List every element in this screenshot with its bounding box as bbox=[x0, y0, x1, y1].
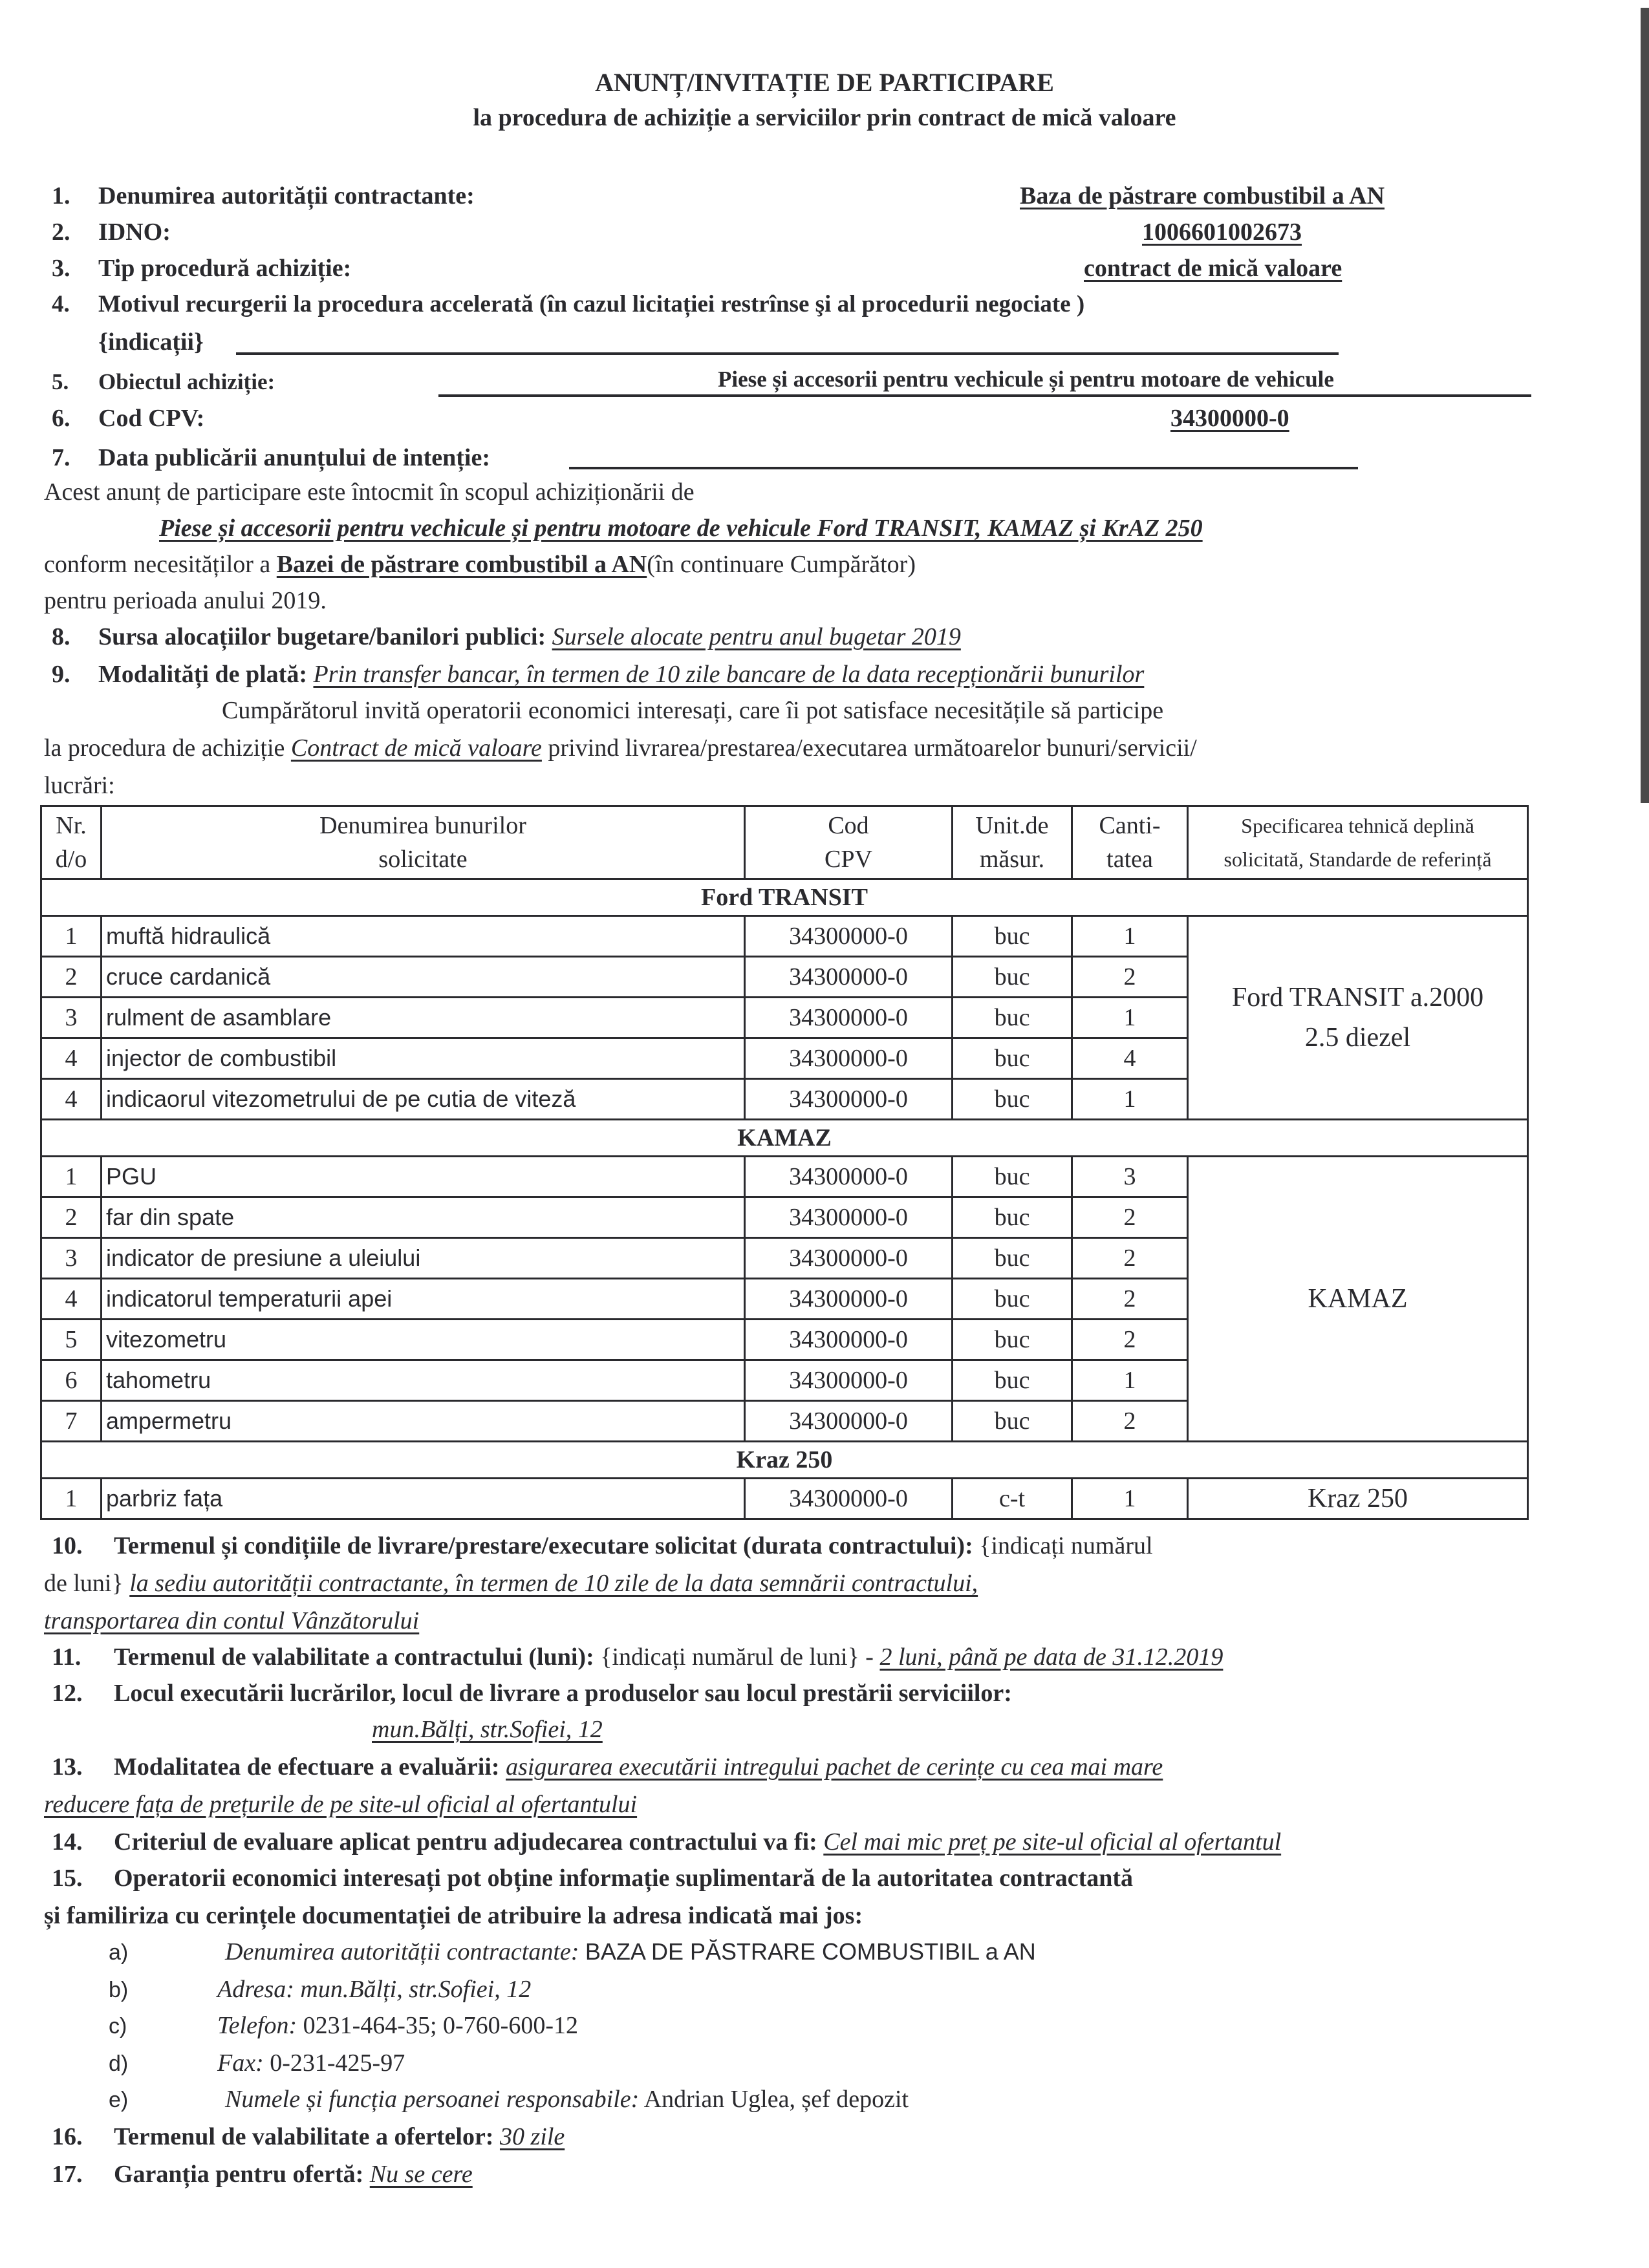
item-number: 9. bbox=[52, 661, 70, 688]
invite-line-2 bbox=[44, 732, 1197, 764]
item-11 bbox=[52, 1641, 1223, 1673]
item-7 bbox=[52, 442, 490, 474]
item-label: Modalități de plată: bbox=[98, 661, 307, 688]
document-subtitle: la procedura de achiziție a serviciilor prin contract de mică valoare bbox=[473, 104, 1176, 131]
contact-b: b) Adresa: mun.Bălți, str.Sofiei, 12 bbox=[109, 1976, 532, 2003]
item-9 bbox=[52, 658, 1144, 690]
item-value: 2 luni, până pe data de 31.12.2019 bbox=[879, 1643, 1223, 1671]
item-number: 6. bbox=[52, 405, 70, 432]
item-value: Nu se cere bbox=[369, 2161, 473, 2188]
item-15 bbox=[52, 1862, 1133, 1894]
spec-cell: Ford TRANSIT a.2000 2.5 diezel bbox=[1188, 916, 1528, 1120]
table-row: 1 PGU 34300000-0 buc 3 KAMAZ bbox=[41, 1157, 1528, 1197]
item-label: Operatorii economici interesați pot obține informație suplimentară de la autoritatea contractantă bbox=[114, 1865, 1134, 1892]
item-10-line-3: transportarea din contul Vânzătorului bbox=[44, 1607, 420, 1634]
item-hint: {indicați numărul de luni} - bbox=[600, 1643, 874, 1671]
item-6-value: 34300000-0 bbox=[1170, 405, 1289, 432]
item-number: 5. bbox=[52, 369, 69, 394]
item-value: Cel mai mic preț pe site-ul oficial al ofertantul bbox=[823, 1828, 1282, 1856]
item-6 bbox=[52, 402, 204, 434]
intro-line-3 bbox=[44, 548, 916, 581]
item-label: Criteriul de evaluare aplicat pentru adjudecarea contractului va fi: bbox=[114, 1828, 817, 1856]
group-title: KAMAZ bbox=[41, 1120, 1528, 1157]
intro-subject: Piese și accesorii pentru vechicule și pentru motoare de vehicule Ford TRANSIT, KAMAZ și KrAZ 250 bbox=[159, 515, 1203, 542]
table-row: 1 parbriz fața 34300000-0 c-t 1 Kraz 250 bbox=[41, 1479, 1528, 1519]
contact-e: e) Numele și funcția persoanei responsabile: Andrian Uglea, șef depozit bbox=[109, 2086, 909, 2113]
item-number: 10. bbox=[52, 1532, 83, 1559]
item-14 bbox=[52, 1826, 1281, 1858]
item-7-blank-line bbox=[569, 467, 1358, 469]
item-8 bbox=[52, 621, 961, 653]
group-row bbox=[41, 879, 1528, 916]
spec-cell: KAMAZ bbox=[1188, 1157, 1528, 1442]
item-number: 11. bbox=[52, 1643, 81, 1671]
item-13 bbox=[52, 1751, 1163, 1783]
item-label: Termenul de valabilitate a ofertelor: bbox=[114, 2123, 494, 2150]
item-17 bbox=[52, 2158, 473, 2190]
table-row: 1 muftă hidraulică 34300000-0 buc 1 Ford TRANSIT a.2000 2.5 diezel bbox=[41, 916, 1528, 957]
invite-line-3: lucrări: bbox=[44, 772, 115, 799]
item-2-value: 1006601002673 bbox=[1142, 219, 1302, 246]
intro-line-4: pentru perioada anului 2019. bbox=[44, 587, 327, 614]
invite-text: la procedura de achiziție bbox=[44, 734, 285, 762]
items-table bbox=[40, 805, 1529, 1520]
item-number: 7. bbox=[52, 444, 70, 471]
item-hint: de luni} bbox=[44, 1570, 124, 1597]
item-hint: {indicați numărul bbox=[979, 1532, 1153, 1559]
item-number: 3. bbox=[52, 255, 70, 282]
intro-line-1: Acest anunț de participare este întocmit în scopul achiziționării de bbox=[44, 478, 695, 506]
item-label: Data publicării anunțului de intenție: bbox=[98, 444, 490, 471]
header-spec: Specificarea tehnică deplină solicitată, Standarde de referință bbox=[1188, 806, 1528, 879]
intro-text: (în continuare Cumpărător) bbox=[647, 551, 916, 578]
item-number: 14. bbox=[52, 1828, 83, 1856]
table-row: 7 ampermetru 34300000-0 buc 2 bbox=[41, 1401, 1528, 1442]
group-title: Kraz 250 bbox=[41, 1442, 1528, 1479]
contact-c: c) Telefon: 0231-464-35; 0-760-600-12 bbox=[109, 2012, 578, 2039]
table-row: 3 rulment de asamblare 34300000-0 buc 1 bbox=[41, 998, 1528, 1038]
item-3 bbox=[52, 252, 351, 284]
table-row: 2 cruce cardanică 34300000-0 buc 2 bbox=[41, 957, 1528, 998]
header-cpv: Cod CPV bbox=[745, 806, 953, 879]
invite-line-1: Cumpărătorul invită operatorii economici interesați, care îi pot satisface necesitățile să participe bbox=[222, 697, 1164, 724]
item-number: 12. bbox=[52, 1680, 83, 1707]
item-number: 13. bbox=[52, 1753, 83, 1781]
header-unit: Unit.de măsur. bbox=[953, 806, 1072, 879]
header-qty: Canti- tatea bbox=[1072, 806, 1188, 879]
item-value: Prin transfer bancar, în termen de 10 zile bancare de la data recepționării bunurilor bbox=[313, 661, 1145, 688]
document-title: ANUNȚ/INVITAȚIE DE PARTICIPARE bbox=[595, 68, 1054, 97]
item-number: 2. bbox=[52, 219, 70, 246]
item-12 bbox=[52, 1677, 1012, 1709]
group-row bbox=[41, 1442, 1528, 1479]
item-10 bbox=[52, 1530, 1153, 1562]
item-5-value: Piese și accesorii pentru vechicule și pentru motoare de vehicule bbox=[718, 367, 1334, 392]
item-number: 17. bbox=[52, 2161, 83, 2188]
item-label: Obiectul achiziție: bbox=[98, 369, 275, 394]
item-label: IDNO: bbox=[98, 219, 171, 246]
item-number: 8. bbox=[52, 623, 70, 650]
contact-d: d) Fax: 0-231-425-97 bbox=[109, 2049, 405, 2077]
invite-text: privind livrarea/prestarea/executarea următoarelor bunuri/servicii/ bbox=[548, 734, 1197, 762]
group-row bbox=[41, 1120, 1528, 1157]
table-row: 3 indicator de presiune a uleiului 34300000-0 buc 2 bbox=[41, 1238, 1528, 1279]
table-header-row bbox=[41, 806, 1528, 879]
item-13-line-2: reducere fața de prețurile de pe site-ul oficial al ofertantului bbox=[44, 1791, 638, 1818]
item-1-value: Baza de păstrare combustibil a AN bbox=[1020, 182, 1385, 209]
header-name: Denumirea bunurilor solicitate bbox=[102, 806, 745, 879]
item-label: Modalitatea de efectuare a evaluării: bbox=[114, 1753, 500, 1781]
intro-entity: Bazei de păstrare combustibil a AN bbox=[276, 551, 647, 578]
table-row: 5 vitezometru 34300000-0 buc 2 bbox=[41, 1320, 1528, 1360]
item-label: Motivul recurgerii la procedura accelerată (în cazul licitației restrînse şi al procedurii negociate ) bbox=[98, 291, 1085, 317]
invite-procedure: Contract de mică valoare bbox=[290, 734, 542, 762]
item-value: asigurarea executării intregului pachet de cerințe cu cea mai mare bbox=[506, 1753, 1163, 1781]
item-number: 1. bbox=[52, 182, 70, 209]
item-15-line-2: și familiriza cu cerințele documentației de atribuire la adresa indicată mai jos: bbox=[44, 1902, 863, 1929]
item-5-underline bbox=[438, 394, 1531, 397]
item-12-value: mun.Bălți, str.Sofiei, 12 bbox=[372, 1716, 603, 1743]
contact-a: a) Denumirea autorității contractante: BAZA DE PĂSTRARE COMBUSTIBIL a AN bbox=[109, 1938, 1036, 1965]
group-title: Ford TRANSIT bbox=[41, 879, 1528, 916]
item-16 bbox=[52, 2121, 565, 2153]
item-label: Termenul de valabilitate a contractului (luni): bbox=[114, 1643, 594, 1671]
item-label: Locul executării lucrărilor, locul de livrare a produselor sau locul prestării serviciilor: bbox=[114, 1680, 1012, 1707]
item-label: Tip procedură achiziție: bbox=[98, 255, 352, 282]
item-value: Sursele alocate pentru anul bugetar 2019 bbox=[552, 623, 961, 650]
table-row: 2 far din spate 34300000-0 buc 2 bbox=[41, 1197, 1528, 1238]
item-5 bbox=[52, 366, 275, 398]
item-number: 15. bbox=[52, 1865, 83, 1892]
item-4-hint: {indicații} bbox=[98, 328, 204, 356]
header-nr: Nr. d/o bbox=[41, 806, 102, 879]
item-1 bbox=[52, 180, 475, 212]
spec-cell: Kraz 250 bbox=[1188, 1479, 1528, 1519]
table-row: 4 indicatorul temperaturii apei 34300000-0 buc 2 bbox=[41, 1279, 1528, 1320]
item-3-value: contract de mică valoare bbox=[1084, 255, 1342, 282]
item-label: Garanția pentru ofertă: bbox=[114, 2161, 364, 2188]
item-number: 4. bbox=[52, 291, 70, 317]
table-row: 4 indicaorul vitezometrului de pe cutia de viteză 34300000-0 buc 1 bbox=[41, 1079, 1528, 1120]
item-label: Termenul și condițiile de livrare/prestare/executare solicitat (durata contractului): bbox=[114, 1532, 973, 1559]
item-value: 30 zile bbox=[499, 2123, 565, 2150]
item-number: 16. bbox=[52, 2123, 83, 2150]
table-row: 6 tahometru 34300000-0 buc 1 bbox=[41, 1360, 1528, 1401]
item-10-line-2 bbox=[44, 1567, 978, 1599]
table-row: 4 injector de combustibil 34300000-0 buc 4 bbox=[41, 1038, 1528, 1079]
item-label: Cod CPV: bbox=[98, 405, 205, 432]
item-4-blank-line bbox=[236, 352, 1339, 355]
intro-text: conform necesităților a bbox=[44, 551, 271, 578]
item-label: Denumirea autorității contractante: bbox=[98, 182, 475, 209]
item-2 bbox=[52, 216, 171, 248]
item-value: la sediu autorității contractante, în termen de 10 zile de la data semnării contractului, bbox=[129, 1570, 978, 1597]
item-4 bbox=[52, 288, 1084, 321]
item-label: Sursa alocațiilor bugetare/banilori publici: bbox=[98, 623, 546, 650]
